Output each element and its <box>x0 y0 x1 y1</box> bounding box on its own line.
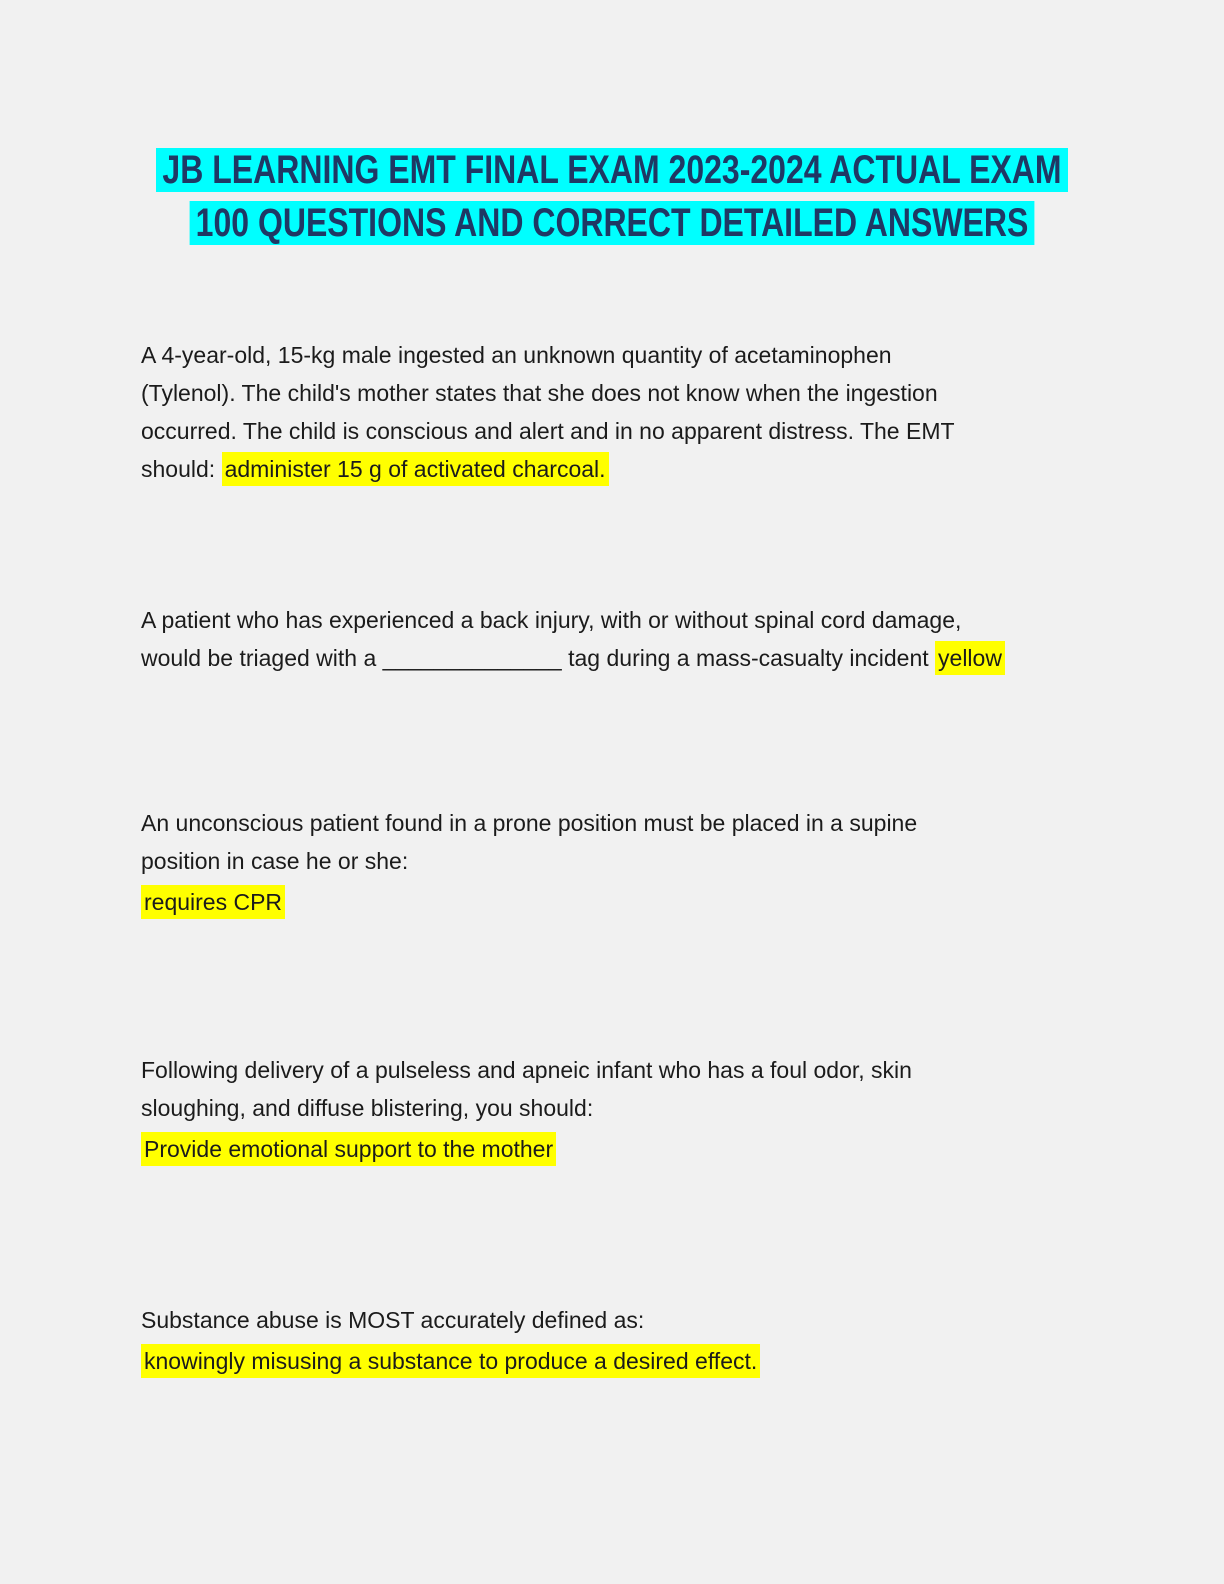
question-text-segment: position in case he or she: <box>141 848 409 874</box>
highlighted-answer-segment: requires CPR <box>141 885 285 919</box>
question-text-segment: Substance abuse is MOST accurately defined as: <box>141 1307 645 1333</box>
question-line <box>141 1051 1164 1089</box>
question-paragraph <box>141 1301 1164 1339</box>
question-line <box>141 639 1164 677</box>
question-block <box>141 601 1164 677</box>
title-line-2 <box>122 201 1101 254</box>
question-text-segment: would be triaged with a ______________ tag during a mass-casualty incident <box>141 645 936 671</box>
answer-line <box>141 883 1164 921</box>
question-paragraph <box>141 601 1164 677</box>
question-text-segment: sloughing, and diffuse blistering, you should: <box>141 1095 594 1121</box>
question-text-segment: An unconscious patient found in a prone position must be placed in a supine <box>141 810 918 836</box>
question-paragraph <box>141 1051 1164 1127</box>
question-block <box>141 336 1164 488</box>
question-line <box>141 601 1164 639</box>
question-line <box>141 412 1164 450</box>
title-line-2-text: 100 QUESTIONS AND CORRECT DETAILED ANSWERS <box>189 201 1034 245</box>
question-block <box>141 1301 1164 1380</box>
question-text-segment: Following delivery of a pulseless and apneic infant who has a foul odor, skin <box>141 1057 912 1083</box>
question-block <box>141 804 1164 921</box>
question-line <box>141 336 1164 374</box>
document-title <box>0 0 1224 254</box>
question-paragraph <box>141 804 1164 880</box>
title-line-1-text: JB LEARNING EMT FINAL EXAM 2023-2024 ACTUAL EXAM <box>156 148 1068 192</box>
highlighted-answer-segment: Provide emotional support to the mother <box>141 1132 556 1166</box>
question-line <box>141 842 1164 880</box>
question-text-segment: should: <box>141 456 222 482</box>
highlighted-answer-segment: knowingly misusing a substance to produce a desired effect. <box>141 1344 760 1378</box>
question-line <box>141 374 1164 412</box>
answer-line <box>141 1342 1164 1380</box>
question-line <box>141 450 1164 488</box>
answer-line <box>141 1130 1164 1168</box>
questions <box>0 336 1224 1380</box>
answer-paragraph <box>141 883 1164 921</box>
answer-paragraph <box>141 1130 1164 1168</box>
question-line <box>141 1301 1164 1339</box>
title-line-1 <box>122 148 1101 201</box>
question-line <box>141 804 1164 842</box>
question-line <box>141 1089 1164 1127</box>
highlighted-answer-segment: administer 15 g of activated charcoal. <box>222 452 609 486</box>
question-text-segment: A patient who has experienced a back injury, with or without spinal cord damage, <box>141 607 962 633</box>
question-text-segment: occurred. The child is conscious and alert and in no apparent distress. The EMT <box>141 418 955 444</box>
question-text-segment: A 4-year-old, 15-kg male ingested an unknown quantity of acetaminophen <box>141 342 892 368</box>
question-block <box>141 1051 1164 1168</box>
highlighted-answer-segment: yellow <box>935 641 1005 675</box>
answer-paragraph <box>141 1342 1164 1380</box>
question-text-segment: (Tylenol). The child's mother states that she does not know when the ingestion <box>141 380 938 406</box>
question-paragraph <box>141 336 1164 488</box>
